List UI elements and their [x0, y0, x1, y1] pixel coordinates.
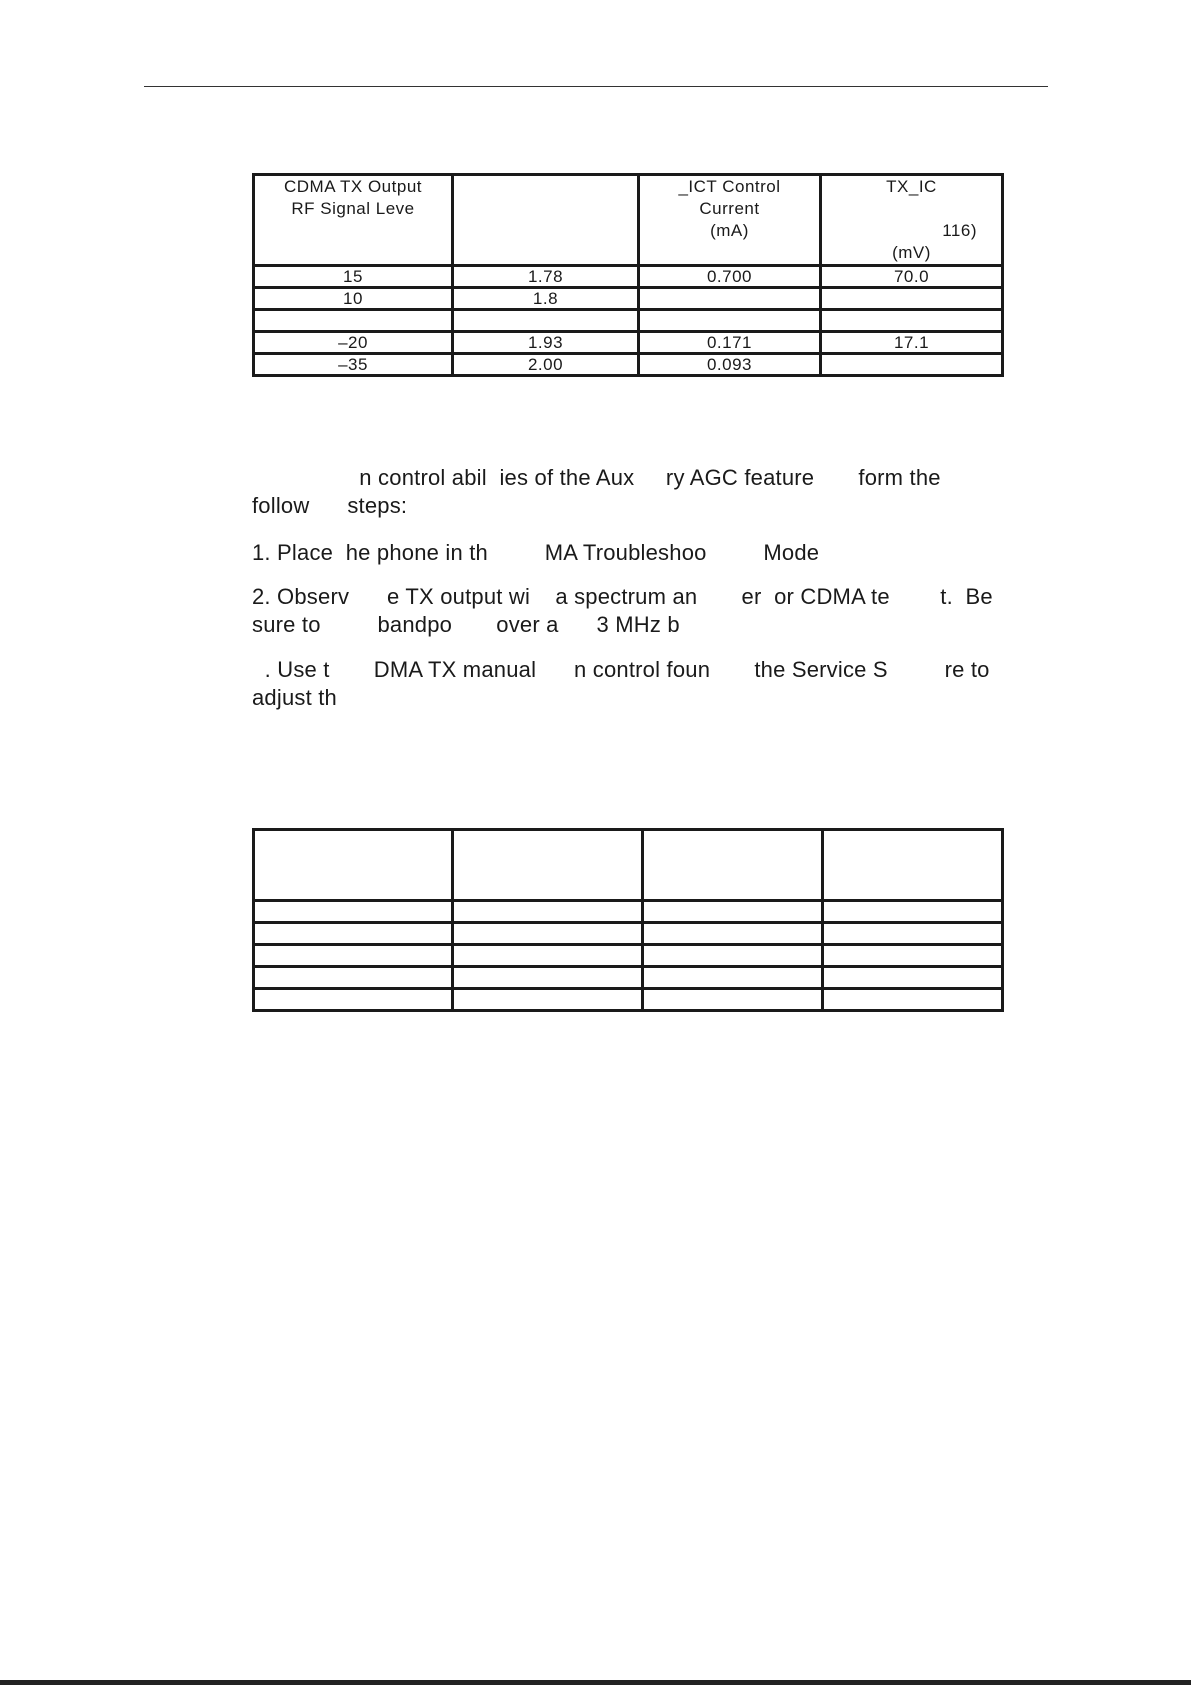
- table-cell: –20: [254, 332, 453, 354]
- table-cell: 1.78: [453, 266, 639, 288]
- table-cell: 0.093: [639, 354, 821, 376]
- table-cell: 2.00: [453, 354, 639, 376]
- table-cell: [643, 901, 823, 923]
- step-3-line-2: adjust th: [252, 685, 337, 710]
- table-row: [254, 945, 1003, 967]
- table-cell: 17.1: [821, 332, 1003, 354]
- table-header-row: [254, 830, 1003, 901]
- table-cell: [821, 288, 1003, 310]
- table-cell: [453, 945, 643, 967]
- step-2-line-1: 2. Observ e TX output wi a spectrum an er or CDMA te t. Be: [252, 584, 993, 609]
- table-cell: [254, 310, 453, 332]
- table-row: [254, 332, 1003, 354]
- table-cell: 1.8: [453, 288, 639, 310]
- step-3: [252, 656, 1040, 712]
- step-1: [252, 539, 1040, 567]
- table-cell: [254, 945, 453, 967]
- table-cell: 15: [254, 266, 453, 288]
- intro-line-1: n control abil ies of the Aux ry AGC feature form the: [252, 465, 941, 490]
- table-cell: [254, 989, 453, 1011]
- header-empty: [453, 175, 639, 266]
- table-cell: 70.0: [821, 266, 1003, 288]
- table-row: [254, 266, 1003, 288]
- intro-paragraph: [252, 464, 1040, 520]
- intro-line-2: follow steps:: [252, 493, 408, 518]
- table-cell: [643, 923, 823, 945]
- table-cell: 10: [254, 288, 453, 310]
- table-cell: [823, 901, 1003, 923]
- table-cell: 0.171: [639, 332, 821, 354]
- table-cell: [453, 830, 643, 901]
- table-cell: [254, 967, 453, 989]
- table-cell: [821, 310, 1003, 332]
- table-row: [254, 901, 1003, 923]
- table-cell: [639, 310, 821, 332]
- footer-bar: [0, 1680, 1191, 1685]
- header-tx-ic: TX_IC 116) (mV): [821, 175, 1003, 266]
- table-cell: [823, 989, 1003, 1011]
- step-2: [252, 583, 1040, 639]
- table-cell: [823, 967, 1003, 989]
- table-cell: [453, 923, 643, 945]
- table-cell: [254, 923, 453, 945]
- table-cell: [453, 989, 643, 1011]
- table-cell: 1.93: [453, 332, 639, 354]
- table-row: [254, 989, 1003, 1011]
- table-cell: [823, 923, 1003, 945]
- header-control-current: _ICT Control Current (mA): [639, 175, 821, 266]
- table-cell: [453, 967, 643, 989]
- table-cell: [643, 967, 823, 989]
- table-cell: [639, 288, 821, 310]
- table-cell: [643, 830, 823, 901]
- table-row: [254, 923, 1003, 945]
- table-cell: [254, 830, 453, 901]
- table-cell: [643, 945, 823, 967]
- table-cell: [453, 310, 639, 332]
- table-row: [254, 967, 1003, 989]
- header-rf-signal-level: CDMA TX Output RF Signal Leve: [254, 175, 453, 266]
- tx-output-table: [252, 173, 1004, 377]
- step-3-line-1: . Use t DMA TX manual n control foun the Service S re to: [252, 657, 990, 682]
- header-rule: [144, 86, 1048, 87]
- step-1-text: 1. Place he phone in th MA Troubleshoo Mode: [252, 540, 820, 565]
- table-row: [254, 354, 1003, 376]
- table-row: [254, 310, 1003, 332]
- blank-results-table: [252, 828, 1004, 1012]
- table-cell: [821, 354, 1003, 376]
- table-cell: [453, 901, 643, 923]
- table-row: [254, 288, 1003, 310]
- table-cell: [254, 901, 453, 923]
- table-cell: [823, 945, 1003, 967]
- table-cell: 0.700: [639, 266, 821, 288]
- step-2-line-2: sure to bandpo over a 3 MHz b: [252, 612, 680, 637]
- table-cell: [643, 989, 823, 1011]
- table-cell: [823, 830, 1003, 901]
- table-header-row: [254, 175, 1003, 266]
- table-cell: –35: [254, 354, 453, 376]
